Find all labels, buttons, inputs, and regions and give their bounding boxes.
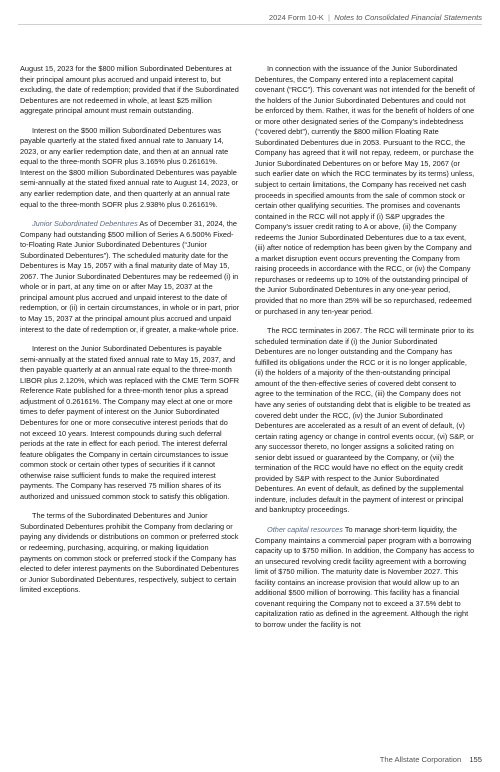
section-title: Notes to Consolidated Financial Statements [334,13,482,22]
report-title: 2024 Form 10-K [268,13,324,22]
left-column [20,64,240,605]
paragraph: Interest on the Junior Subordinated Debentures is payable semi-annually at the stated fixed annual rate to May 15, 2037, and then payable quarterly at an annual rate equal to the three-month LIBOR plus 2.120%, which was replaced with the CME Term SOFR Reference Rate published for a three-month tenor plus a spread adjustment of 0.26161%. The Company may elect at one or more times to defer payment of interest on the Junior Subordinated Debentures for one or more consecutive interest periods that do not exceed 10 years. Interest compounds during such deferral periods at the rate in effect for each period. The interest deferral feature obligates the Company in certain circumstances to issue common stock or certain other types of securities if it cannot otherwise raise sufficient funds to make the required interest payments. The Company has reserved 75 million shares of its authorized and unissued common stock to satisfy this obligation. [20,344,240,501]
run-in-heading: Other capital resources [267,524,343,534]
paragraph-text: To manage short-term liquidity, the Company maintains a commercial paper program with a borrowing capacity up to $750 million. In addition, the Company has access to an unsecured revolving credit facility agreement with a borrowing limit of $750 million. The maturity date is November 2027. This facility contains an increase provision that would allow up to an additional $500 million of borrowing. This facility has a financial covenant requiring the Company not to exceed a 37.5% debt to capitalization ratio as defined in the agreement. Although the right to borrow under the facility is not [255,524,475,629]
paragraph [20,219,240,335]
right-column [255,64,475,639]
paragraph: The terms of the Subordinated Debentures and Junior Subordinated Debentures prohibit the Company from declaring or paying any dividends or distributions on common or preferred stock or redeeming, purchasing, acquiring, or making liquidation payments on common stock or preferred stock if the Company has elected to defer interest payments on the Subordinated Debentures or Junior Subordinated Debentures, respectively, subject to certain limited exceptions. [20,511,239,595]
company-name: The Allstate Corporation [379,755,462,764]
paragraph: The RCC terminates in 2067. The RCC will terminate prior to its scheduled termination date if (i) the Junior Subordinated Debentures are no longer outstanding and the Company has fulfilled its obligations under the RCC or it is no longer applicable, (ii) the holders of a majority of the then-outstanding principal amount of the then-effective series of covered debt consent to agree to the termination of the RCC, (iii) the Company does not have any series of outstanding debt that is eligible to be treated as covered debt under the RCC, (iv) the Junior Subordinated Debentures are accelerated as a result of an event of default, (v) certain rating agency or change in control events occur, (vi) S&P, or any successor thereto, no longer assigns a solicited rating on senior debt issued or guaranteed by the Company, or (vii) the termination of the RCC would have no effect on the equity credit provided by S&P with respect to the Junior Subordinated Debentures. An event of default, as defined by the supplemental indenture, includes default in the payment of interest or principal and bankruptcy proceedings. [255,326,474,515]
header-separator: | [325,13,333,22]
running-header [269,13,482,22]
paragraph-text: As of December 31, 2024, the Company had outstanding $500 million of Series A 6.500% Fixed-to-Floating Rate Junior Subordinated Debentures (“Junior Subordinated Debentures”). The scheduled maturity date for the Debentures is May 15, 2057 with a final maturity date of May 15, 2067. The Junior Subordinated Debentures may be redeemed (i) in whole or in part, at any time on or after May 15, 2037 at the principal amount plus accrued and unpaid interest to the date of redemption, or (ii) in certain circumstances, in whole or in part, prior to May 15, 2037 at the principal amount plus accrued and unpaid interest to the date of redemption or, if greater, a make-whole price. [20,219,240,334]
page-number: 155 [469,755,482,764]
paragraph: In connection with the issuance of the Junior Subordinated Debentures, the Company entered into a replacement capital covenant (“RCC”). This covenant was not intended for the benefit of the holders of the Junior Subordinated Debentures and could not be enforced by them. Rather, it was for the benefit of holders of one or more other designated series of the Company’s indebtedness (“covered debt”), currently the $800 million Floating Rate Subordinated Debentures due in 2053. Pursuant to the RCC, the Company has agreed that it will not repay, redeem, or purchase the Junior Subordinated Debentures on or before May 15, 2067 (or such earlier date on which the RCC terminates by its terms) unless, subject to certain limitations, the Company has received net cash proceeds in specified amounts from the sale of common stock or certain other qualifying securities. The promises and covenants contained in the RCC will not apply if (i) S&P upgrades the Company’s issuer credit rating to A or above, (ii) the Company redeems the Junior Subordinated Debentures due to a tax event, (iii) after notice of redemption has been given by the Company and a market disruption event occurs preventing the Company from raising proceeds in accordance with the RCC, or (iv) the Company repurchases or redeems up to 10% of the outstanding principal of the Junior Subordinated Debentures in any one-year period, provided that no more than 25% will be so repurchased, redeemed or purchased in any ten-year period. [255,64,475,316]
paragraph: Interest on the $500 million Subordinated Debentures was payable quarterly at the stated fixed annual rate to January 14, 2023, or any earlier redemption date, and then at an annual rate equal to the three-month SOFR plus 3.165% plus 0.26161%. Interest on the $800 million Subordinated Debentures was payable semi-annually at the stated fixed annual rate to August 14, 2023, or any earlier redemption date, and then quarterly at an annual rate equal to the three-month SOFR plus 2.938% plus 0.26161%. [20,125,239,209]
paragraph [255,525,475,630]
run-in-heading: Junior Subordinated Debentures [32,219,138,229]
header-rule [18,24,482,25]
paragraph: August 15, 2023 for the $800 million Subordinated Debentures at their principal amount plus accrued and unpaid interest to, but excluding, the date of redemption; provided that if the Subordinated Debentures are not redeemed in whole, at least $25 million aggregate principal amount must remain outstanding. [20,64,239,116]
page-footer [380,755,482,764]
